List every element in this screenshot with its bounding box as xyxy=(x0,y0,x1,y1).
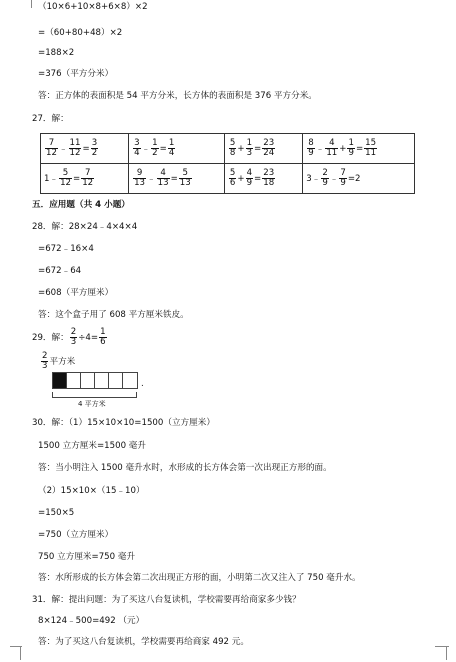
answer-line: 答：为了买这八台复读机，学校需要再给商家 492 元。 xyxy=(38,637,249,647)
question-29: 29．解： $\frac{2}{3}$ ÷4= $\frac{1}{6}$ xyxy=(32,327,106,347)
fraction-table xyxy=(40,133,415,194)
table-row xyxy=(41,164,415,194)
table-cell: $\frac{9}{13}$ ﹣ $\frac{4}{13}$ = $\frac{5}{13}$ xyxy=(129,164,225,194)
calc-line: 8×124﹣500=492 （元） xyxy=(38,616,145,626)
calc-line: =672﹣64 xyxy=(38,266,82,276)
calc-line: （2）15×10×（15﹣10） xyxy=(38,486,145,496)
fraction-strip-diagram xyxy=(52,372,138,389)
table-row xyxy=(41,134,415,164)
page-corner-mark xyxy=(20,0,32,8)
calc-line: （10×6+10×8+6×8）×2 xyxy=(38,2,148,12)
answer-line: 答：这个盒子用了 608 平方厘米铁皮。 xyxy=(38,310,189,320)
diagram-period: . xyxy=(141,379,144,389)
blank-segment xyxy=(67,373,81,388)
calc-line: =672﹣16×4 xyxy=(38,244,94,254)
question-number-27: 27．解： xyxy=(32,114,69,124)
brace-label: 4 平方米 xyxy=(78,400,106,408)
page-corner-mark xyxy=(435,646,449,658)
answer-line: 答：正方体的表面积是 54 平方分米，长方体的表面积是 376 平方分米。 xyxy=(38,91,317,101)
answer-line: 答：当小明注入 1500 毫升水时，水形成的长方体会第一次出现正方形的面。 xyxy=(38,463,332,473)
calc-line: =608（平方厘米） xyxy=(38,288,114,298)
diagram-label: $\frac{2}{3}$ 平方米 xyxy=(42,351,76,371)
blank-segment xyxy=(95,373,109,388)
table-cell: $\frac{3}{4}$ ﹣ $\frac{1}{2}$ = $\frac{1}{4}$ xyxy=(129,134,225,164)
answer-line: 答：水所形成的长方体会第二次出现正方形的面，小明第二次又注入了 750 毫升水。 xyxy=(38,573,361,583)
table-cell: $\frac{5}{8}$ + $\frac{1}{3}$ = $\frac{23}{24}$ xyxy=(224,134,302,164)
table-cell: $\frac{5}{6}$ + $\frac{4}{9}$ = $\frac{23}{18}$ xyxy=(224,164,302,194)
shaded-segment xyxy=(53,373,67,388)
calc-line: =188×2 xyxy=(38,48,75,58)
question-28: 28．解：28×24﹣4×4×4 xyxy=(32,222,138,232)
calc-line: 1500 立方厘米=1500 毫升 xyxy=(38,441,146,451)
table-cell: 1﹣ $\frac{5}{12}$ = $\frac{7}{12}$ xyxy=(41,164,129,194)
table-cell: 3﹣ $\frac{2}{9}$ ﹣ $\frac{7}{9}$ =2 xyxy=(303,164,415,194)
question-31: 31．解：提出问题：为了买这八台复读机，学校需要再给商家多少钱？ xyxy=(32,595,301,605)
calc-line: 750 立方厘米=750 毫升 xyxy=(38,552,136,562)
section-title: 五．应用题（共 4 小题） xyxy=(32,200,130,210)
calc-line: =750（立方厘米） xyxy=(38,530,114,540)
blank-segment xyxy=(109,373,123,388)
blank-segment xyxy=(123,373,137,388)
table-cell: $\frac{7}{12}$ ﹣ $\frac{11}{12}$ = $\frac{3}{2}$ xyxy=(41,134,129,164)
question-30: 30．解：（1）15×10×10=1500（立方厘米） xyxy=(32,418,215,428)
calc-line: =（60+80+48）×2 xyxy=(38,28,123,38)
calc-line: =376（平方分米） xyxy=(38,69,114,79)
blank-segment xyxy=(81,373,95,388)
page-corner-mark xyxy=(20,646,32,660)
calc-line: =150×5 xyxy=(38,508,75,518)
table-cell: $\frac{8}{9}$ ﹣ $\frac{4}{11}$ + $\frac{1}{9}$ = $\frac{15}{11}$ xyxy=(303,134,415,164)
